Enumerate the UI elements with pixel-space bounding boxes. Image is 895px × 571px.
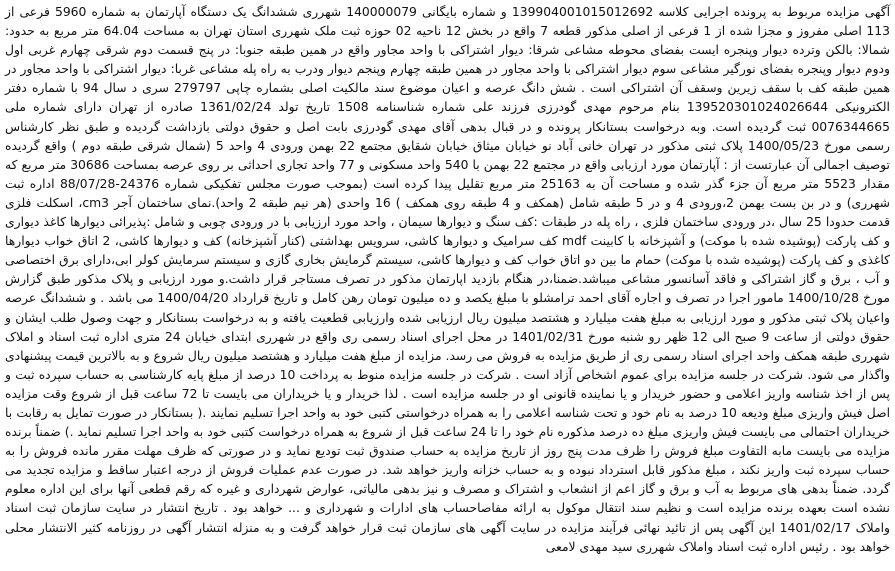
notice-segment: وبه درخواست بستانکار پرونده و در قبال بدهی آقای مهدی گودرزی بابت اصل و حقوق دولتی بازداشت گردیده و طبق نظر کارشناس رسمی مورخ 1400/05/23 پلاک ثبتی مذکور در: [5, 119, 890, 153]
notice-segment: پایه کارشناسی به حساب سپرده ثبت و پس از اخذ شناسه واریز اعلامی و حضور خریدار و یا نماینده قانونی او در جلسه مزایده است . لذا خریدار و یا خریداران می بایست تا 72: [5, 367, 890, 401]
notice-segment: ارزیابی واقع در مجتمع 22 بهمن با 540 واحد مسکونی و 77 واحد تجاری احداثی بر روی عرصه بمساحت 30686 متر مربع که مقدار 5523 متر مربع آن جزء گذر شده و مساحت آن به: [5, 157, 890, 191]
notice-segment: کاشی، سیستم گرمایش بخاری گازی و سیستم سرمایش کولر ابی،دارای برق اختصاصی و آب ، برق و گاز اشتراکی و فاقد آسانسور مشاعی میباشد.ضمنا،در هنگام بازدید اپارتمان: [5, 253, 890, 287]
notice-segment: یافته و به درخواست بستانکار و جهت وصول طلب ایشان و حقوق دولتی از ساعت 9 صبح الی 12 ظهر رو شنبه مورخ 1401/02/31 در محل اجرای اسناد رسمی ری واقع در شهرری: [5, 310, 890, 344]
notice-segment: مذکور در تصرف مستاجر قرار داشت.و مورد ارزیابی و پلاک مذکور طبق گزارش مورخ 1400/10/28 مامور اجرا در تصرف و اجاره آقای احمد ترامشلو با مبلغ یکصد و ده میلیون تومان رهن: [5, 272, 890, 306]
notice-segment: بنام مرحوم مهدی گودرزی فرزند علی شماره شناسنامه 1508 تاریخ تولد 1361/02/24 صادره از تهران دارای شماره ملی 0076344665 ثبت گردیده است.: [5, 100, 890, 134]
notice-segment: نورگیر مشاعی سوم دیوار اشتراکی با واحد مجاور در همین طبقه چهارم وپنجم دیوار ودرب به راه پله مشاعی غربا: دیوار اشتراکی با واحد مجاور در همین طبقه کف با سقف زیرین: [5, 62, 890, 96]
notice-segment: در صورت تمایل به رقابت با خریداران احتمالی می بایست فیش واریزی مبلغ ده درصد مذکوره نام خود را تا 24 ساعت قبل از شروع به همراه درخواست کتبی خود به واحد اجرا: [5, 405, 890, 440]
notice-segment: سنگ و دیوارها سیمان ، واحد مورد ارزیابی با در ورودی چوبی و شامل :پذیرائی دیوارها کاغذ دیواری و کف پارکت (پوشیده شده با موکت) و آشپزخانه با کابینت mdf کف سرامیک و: [5, 215, 890, 249]
notice-segment: تهران خانی آباد نو خیابان میثاق خیابان شقایق مجتمع 22 بهمن ورودی 4 واحد 5 (شمال شرقی طبقه دوم ) واقع گردیده توصیف اجمالی آن عبارتست از : آپارتمان مورد: [5, 138, 890, 172]
notice-signature: واملاک شهرری سید مهدی لامعی: [545, 539, 714, 554]
notice-segment: این آگهی پس از تائید نهائی فرآیند مزایده در سایت آگهی های سازمان ثبت قرار خواهد گرفت و به منزله انتشار آگهی در روزنامه کثیر الانتشار محلی خواهد بود . رئیس اداره ثبت اسناد: [5, 520, 890, 554]
notice-segment: وسقف آن اشتراکی است . شش دانگ عرصه و اعیان موضوع سند مالکیت اصلی بشماره چاپی 279797 سری د سال 94 با شماره دفتر الکترونیکی 139520301024026644: [5, 81, 890, 115]
notice-segment: دیوار وپنجره ایست بفضای محوطه مشاعی شرقا: دیوار اشتراکی با واحد مجاور واقع در همین طبقه جنوبا: در پنج قسمت دوم شرقی چهارم غربی اول ودوم دیوار وپنجره بفضای: [5, 43, 890, 77]
notice-segment: گردد. ضمناً بدهی های مربوط به آب و برق و گاز اعم از انشعاب و اشتراک و مصرف و نیز بدهی مالیاتی، عوارض شهرداری و غیره که رقم قطعی آنها برای این اداره معلوم نشده است: [5, 482, 890, 516]
notice-segment: ساعت قبل از شروع وقت مزایده اصل فیش واریزی مبلغ ودیعه 10 درصد به نام خود و تحت شناسه اعلامی را به همراه درخواستی کتبی خود به واحد اجرا تسلیم نمایند .( بستانکار: [5, 386, 890, 420]
notice-segment: مفروز و مجزا شده از 1 فرعی از اصلی مذکور قطعه 7 واقع در بخش 12 ناحیه 02 حوزه ثبت ملک شهرری استان تهران به مساحت 64.04 متر مربع به حدود: شمالا: بالکن وترده: [5, 24, 890, 58]
notice-segment: بعهده برنده مزایده است و نظیم سند انتقال موکول به ارائه مفاصاحساب های ادارات و شهرداری و ... خواهد بود . تاریخ انتشار در سایت سازمان ثبت اسناد واملاک 1401/02/17: [5, 501, 890, 535]
notice-segment: دیوارها کاشی، سرویس بهداشتی (کنار آشپزخانه) کف و دیوارها کاشی، 2 اتاق خواب دیوارها کاغذی و کف پارکت (پوشیده شده با موکت) حمام ما بین دو اتاق خواب کف و دیوارها: [5, 234, 890, 268]
notice-segment: 25163 متر مربع تقلیل پیدا کرده است (بموجب صورت مجلس تفکیکی شماره 24376-88/07/28 اداره ثبت شهرری) و در بن بست بهمن 2،ورودی 4 و در 5 طبقه شامل: [5, 176, 890, 210]
notice-segment: فروش را به حساب سپرده ثبت واریز نکند ، مبلغ مذکور قابل استرداد نبوده و به حساب خزانه واریز خواهد شد. در صورت عدم عملیات فروش از درجه اعتبار ساقط و مزایده تجدید می: [5, 444, 890, 478]
notice-segment: تسلیم نماید .) ضمناً برنده مزایده می بایست مابه التفاوت مبلغ فروش را ظرف مدت پنج روز از تاریخ مزایده به حساب صندوق ثبت تودیع نماید و در صورتی که ظرف مهلت مقرر مانده: [5, 425, 890, 459]
notice-segment: کامل و تاریخ قرارداد 1400/04/20 می باشد . و ششدانگ عرصه واعیان پلاک ثبتی مذکور و مورد ارزیابی به مبلغ هفت میلیارد و هشتصد میلیون ریال ارزیابی شده وارزیابی قطعیت: [5, 291, 890, 325]
notice-segment: ابتدای خیابان 24 متری اداره ثبت اسناد و املاک شهرری طبقه همکف واحد اجرای اسناد رسمی ری از طریق مزایده به فروش می رسد. مزایده از مبلغ هفت میلیارد و هشتصد: [5, 329, 890, 363]
notice-segment: میلیون ریال شروع و به بالاترین قیمت پیشنهادی واگذار می شود. شرکت در جلسه مزایده برای عموم اشخاص آزاد است . شرکت در جلسه مزایده منوط به پرداخت 10 درصد از مبلغ: [5, 348, 890, 382]
auction-notice-text: [5, 3, 890, 557]
notice-segment: آگهی مزایده مربوط به پرونده اجرایی کلاسه 139904001015012692 و شماره بایگانی 140000079 شهرری ششدانگ یک دستگاه آپارتمان به شماره 5960 فرعی از 113 اصلی: [5, 5, 890, 39]
notice-segment: (همکف و 4 طبقه روی همکف ) 16 واحدی (هر نیم طبقه 2 واحد).نمای ساختمان آجر cm3، اسکلت فلزی قدمت حدودا 25 سال ،در ورودی ساختمان فلزی ، راه پله در طبقات :کف: [5, 195, 890, 230]
